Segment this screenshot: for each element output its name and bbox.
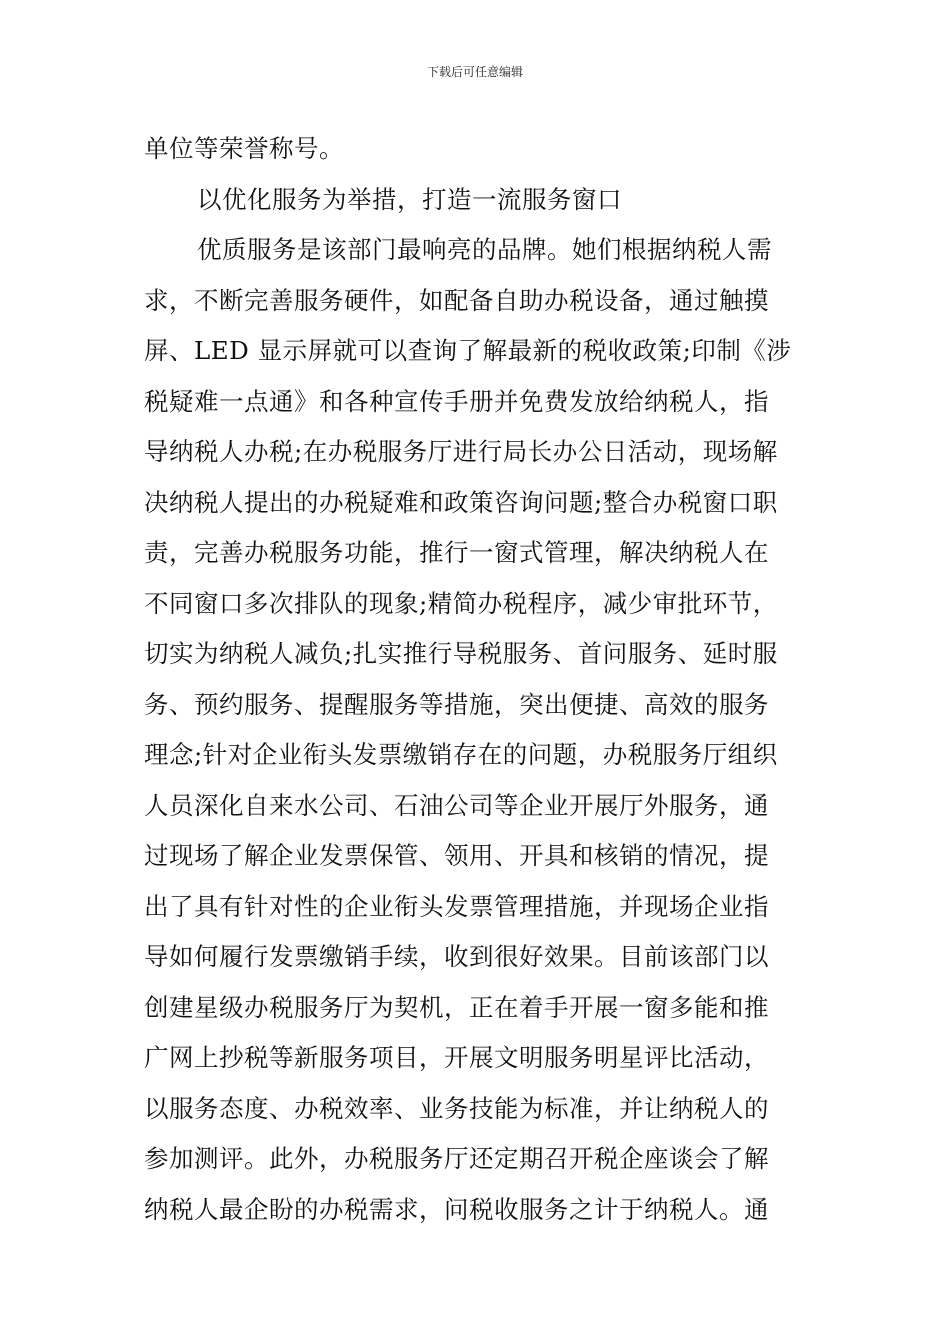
text-line-15: 过现场了解企业发票保管、领用、开具和核销的情况，提 xyxy=(144,841,769,870)
section-heading: 以优化服务为举措，打造一流服务窗口 xyxy=(197,184,622,214)
text-line-8: 决纳税人提出的办税疑难和政策咨询问题;整合办税窗口职 xyxy=(144,487,778,517)
page-header: 下载后可任意编辑 xyxy=(426,65,523,79)
text-line-1: 单位等荣誉称号。 xyxy=(144,134,344,163)
text-line-10: 不同窗口多次排队的现象;精简办税程序，减少审批环节， xyxy=(144,588,778,618)
text-line-18: 创建星级办税服务厅为契机，正在着手开展一窗多能和推 xyxy=(144,992,769,1022)
text-line-4: 求，不断完善服务硬件，如配备自助办税设备，通过触摸 xyxy=(144,285,769,315)
document-body xyxy=(144,124,806,1235)
text-line-7: 导纳税人办税;在办税服务厅进行局长办公日活动，现场解 xyxy=(144,437,778,466)
text-line-19: 广网上抄税等新服务项目，开展文明服务明星评比活动， xyxy=(144,1043,769,1072)
text-line-21: 参加测评。此外，办税服务厅还定期召开税企座谈会了解 xyxy=(144,1144,769,1173)
text-line-11: 切实为纳税人减负;扎实推行导税服务、首问服务、延时服 xyxy=(144,639,778,668)
text-line-3: 优质服务是该部门最响亮的品牌。她们根据纳税人需 xyxy=(197,235,772,264)
text-line-17: 导如何履行发票缴销手续，收到很好效果。目前该部门以 xyxy=(144,942,769,971)
text-line-22: 纳税人最企盼的办税需求，问税收服务之计于纳税人。通 xyxy=(144,1194,769,1224)
text-line-9: 责，完善办税服务功能，推行一窗式管理，解决纳税人在 xyxy=(144,538,769,567)
text-line-6: 税疑难一点通》和各种宣传手册并免费发放给纳税人，指 xyxy=(144,386,769,416)
text-line-14: 人员深化自来水公司、石油公司等企业开展厅外服务，通 xyxy=(144,790,769,820)
text-line-5: 屏、LED 显示屏就可以查询了解最新的税收政策;印制《涉 xyxy=(144,336,792,365)
text-line-16: 出了具有针对性的企业衔头发票管理措施，并现场企业指 xyxy=(144,891,769,921)
text-line-13: 理念;针对企业衔头发票缴销存在的问题，办税服务厅组织 xyxy=(144,740,778,769)
text-line-20: 以服务态度、办税效率、业务技能为标准，并让纳税人的 xyxy=(144,1093,769,1123)
text-line-12: 务、预约服务、提醒服务等措施，突出便捷、高效的服务 xyxy=(144,689,769,719)
